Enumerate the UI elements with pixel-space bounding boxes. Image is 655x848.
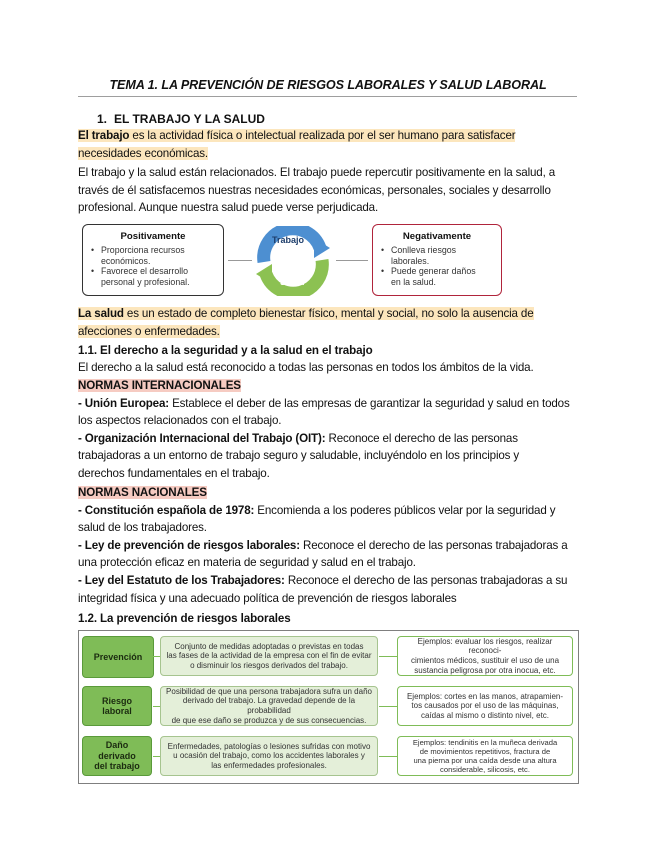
cycle-label-trabajo: Trabajo xyxy=(272,235,305,245)
normas-nacionales xyxy=(78,484,583,607)
row-connector xyxy=(379,706,397,707)
section-number: 1. xyxy=(97,112,108,126)
title-divider xyxy=(78,96,577,97)
salud-term: La salud xyxy=(78,307,124,320)
row-connector xyxy=(379,656,397,657)
row-connector xyxy=(379,756,397,757)
paragraph-line: través de él satisfacemos nuestras necesidades económicas, personales, sociales y desarrollo xyxy=(78,183,551,197)
norma-label: - Constitución española de 1978: xyxy=(78,503,255,517)
list-item: • Favorece el desarrollo personal y profesional. xyxy=(91,266,190,287)
derecho-paragraph: El derecho a la salud está reconocido a todas las personas en todos los ámbitos de la vida. xyxy=(78,361,534,374)
salud-def-line1: es un estado de completo bienestar físico, mental y social, no solo la ausencia de xyxy=(123,307,534,320)
norma-label: - Ley del Estatuto de los Trabajadores: xyxy=(78,573,285,587)
trabajo-term: El trabajo xyxy=(78,129,130,142)
row-category: Daño derivado del trabajo xyxy=(82,736,152,776)
subsection-1-1: 1.1. El derecho a la seguridad y a la salud en el trabajo xyxy=(78,344,373,357)
page-title: TEMA 1. LA PREVENCIÓN DE RIESGOS LABORALES Y SALUD LABORAL xyxy=(109,78,547,92)
negative-list xyxy=(381,245,476,287)
negative-box xyxy=(372,224,502,296)
list-item: • Conlleva riesgos laborales. xyxy=(381,245,476,266)
norma-text: derechos fundamentales en el trabajo. xyxy=(78,466,270,480)
positive-list xyxy=(91,245,190,287)
row-examples: Ejemplos: evaluar los riesgos, realizar reconoci- cimientos médicos, sustituir el uso de una sustancia peligrosa por otra inocua, etc. xyxy=(397,636,573,676)
row-category: Riesgo laboral xyxy=(82,686,152,726)
right-connector xyxy=(336,260,368,261)
salud-definition xyxy=(78,305,583,340)
section-heading xyxy=(97,112,265,126)
trabajo-salud-diagram xyxy=(78,224,502,298)
normas-internacionales-heading: NORMAS INTERNACIONALES xyxy=(78,379,241,392)
norma-text: Encomienda a los poderes públicos velar por la seguridad y xyxy=(254,503,556,517)
normas-internacionales xyxy=(78,377,583,483)
norma-text: Reconoce el derecho de las personas trabajadoras a xyxy=(299,538,568,552)
positive-title: Positivamente xyxy=(120,231,186,242)
norma-text: trabajadoras a un entorno de trabajo seguro y saludable, incluyéndolo en los principios y xyxy=(78,449,520,463)
norma-text: salud de los trabajadores. xyxy=(78,521,207,535)
left-connector xyxy=(228,260,252,261)
norma-text: Reconoce el derecho de las personas xyxy=(325,431,518,445)
subsection-1-2: 1.2. La prevención de riesgos laborales xyxy=(78,612,291,625)
list-item: • Proporciona recursos económicos. xyxy=(91,245,190,266)
paragraph-line: profesional. Aunque nuestra salud puede verse perjudicada. xyxy=(78,201,379,215)
cycle-label-salud: Salud xyxy=(280,277,305,287)
norma-label: - Ley de prevención de riesgos laborales: xyxy=(78,538,300,552)
positive-box xyxy=(82,224,224,296)
paragraph-line: El trabajo y la salud están relacionados. El trabajo puede repercutir positivamente en la salud, a xyxy=(78,166,556,179)
norma-label: - Organización Internacional del Trabajo (OIT): xyxy=(78,431,326,445)
norma-text: una protección eficaz en materia de seguridad y salud en el trabajo. xyxy=(78,556,416,570)
norma-text: Establece el deber de las empresas de garantizar la seguridad y salud en todos xyxy=(169,396,570,410)
norma-label: - Unión Europea: xyxy=(78,396,169,410)
table-row xyxy=(79,733,578,779)
trabajo-def-line2: necesidades económicas. xyxy=(78,146,208,160)
row-category: Prevención xyxy=(82,636,154,678)
trabajo-def-line1: es la actividad física o intelectual realizada por el ser humano para satisfacer xyxy=(129,129,516,142)
prevencion-table xyxy=(78,630,579,784)
row-definition: Conjunto de medidas adoptadas o previstas en todas las fases de la actividad de la empresa con el fin de evitar o disminuir los riesgos derivados del trabajo. xyxy=(160,636,378,676)
salud-def-line2: afecciones o enfermedades. xyxy=(78,324,220,338)
negative-title: Negativamente xyxy=(402,231,472,242)
row-examples: Ejemplos: cortes en las manos, atrapamien- tos causados por el uso de las máquinas, caídas al mismo o distinto nivel, etc. xyxy=(397,686,573,726)
trabajo-definition xyxy=(78,127,583,162)
row-examples: Ejemplos: tendinitis en la muñeca derivada de movimientos repetitivos, fractura de una pierna por una caída desde una altura considerable, silicosis, etc. xyxy=(397,736,573,776)
norma-text: los aspectos relacionados con el trabajo. xyxy=(78,414,282,428)
cycle-graphic xyxy=(254,226,332,296)
table-row xyxy=(79,633,578,679)
table-row xyxy=(79,683,578,729)
list-item: • Puede generar daños en la salud. xyxy=(381,266,476,287)
norma-text: integridad física y una adecuado política de prevención de riesgos laborales xyxy=(78,591,457,605)
row-definition: Posibilidad de que una persona trabajadora sufra un daño derivado del trabajo. La gravedad depende de la probabilidad de que ese daño se produzca y de sus consecuencias. xyxy=(160,686,378,726)
norma-text: Reconoce el derecho de las personas trabajadoras a su xyxy=(284,573,568,587)
row-definition: Enfermedades, patologías o lesiones sufridas con motivo u ocasión del trabajo, como los accidentes laborales y las enfermedades profesionales. xyxy=(160,736,378,776)
normas-nacionales-heading: NORMAS NACIONALES xyxy=(78,486,207,499)
relacion-paragraph xyxy=(78,164,583,217)
section-title: EL TRABAJO Y LA SALUD xyxy=(114,112,265,126)
